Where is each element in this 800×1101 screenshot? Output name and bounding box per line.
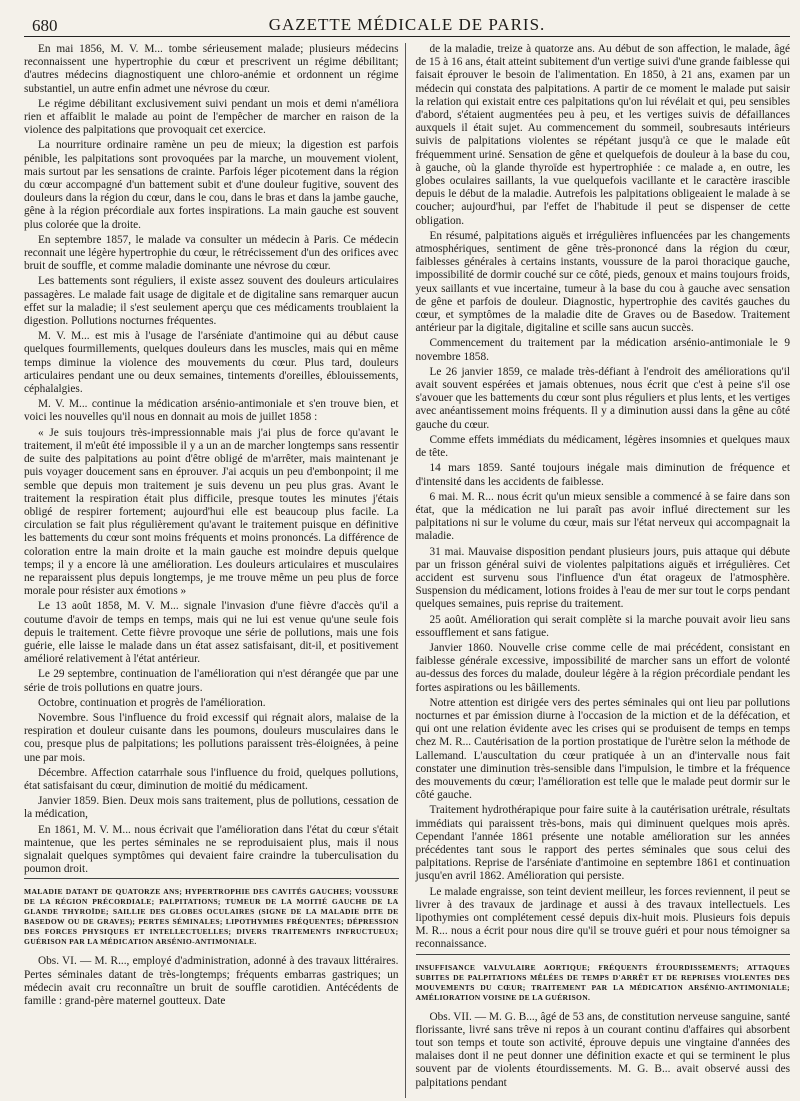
body-paragraph: Le régime débilitant exclusivement suivi pendant un mois et demi n'améliora rien et affaiblit le malade au point de l'empêcher de marcher en raison de la violence des palpitations que provoquait cet exercice. [24, 97, 399, 137]
body-paragraph: Le 26 janvier 1859, ce malade très-défiant à l'endroit des améliorations qu'il avait souvent espérées et jamais obtenues, nous écrit que c'est à peine s'il ose s'avouer que les battements du cœur sont plus réguliers et plus lents, et les vertiges avec anéantissement moins fréquents. Il y a diminution aussi dans la gêne au côté gauche du cœur. [415, 365, 790, 431]
body-paragraph: Comme effets immédiats du médicament, légères insomnies et quelques maux de tête. [415, 433, 790, 460]
body-paragraph: Notre attention est dirigée vers des pertes séminales qui ont lieu par pollutions nocturnes et par émission diurne à l'occasion de la miction et de la défécation, et qui ont une relation évidente avec les crises qui se produisent de temps en temps chez M. R... Cautérisation de la portion prostatique de l'urètre selon la méthode de Lallemand. L'auscultation du cœur pratiquée à un an d'intervalle nous fait constater une diminution très-sensible dans l'impulsion, le timbre et la fréquence des mouvements du cœur; l'amélioration est telle que le malade peut dormir sur le côté gauche. [415, 696, 790, 802]
body-paragraph: 25 août. Amélioration qui serait complète si la marche pouvait avoir lieu sans essoufflement et sans fatigue. [415, 613, 790, 639]
body-paragraph: Les battements sont réguliers, il existe assez souvent des douleurs articulaires passagères. Le malade fait usage de digitale et de digitaline sans remarquer aucun effet sur la maladie; il s'est seulement aperçu que ces médicaments troublaient la digestion. Pollutions nocturnes fréquentes. [24, 275, 399, 328]
body-paragraph: Traitement hydrothérapique pour faire suite à la cautérisation urétrale, résultats immédiats qui paraissent très-bons, mais qui diminuent quelques mois après. Cependant l'année 1861 présente une notable amélioration sur les années précédentes tant sous le rapport des pertes séminales que sous celui des palpitations. Reprise de l'arséniate d'antimoine en septembre 1861 et continuation jusqu'en avril 1862. Amélioration qui persiste. [415, 804, 790, 883]
body-paragraph: Octobre, continuation et progrès de l'amélioration. [38, 696, 266, 709]
body-paragraph: Janvier 1859. Bien. Deux mois sans traitement, plus de pollutions, cessation de la médication, [24, 795, 399, 821]
body-paragraph: En 1861, M. V. M... nous écrivait que l'amélioration dans l'état du cœur s'était maintenue, que les pertes séminales ne se reproduisaient plus, mais il nous signalait quelques symptômes qui devaient faire craindre la tuberculisation du poumon droit. [24, 823, 399, 876]
section-divider [24, 878, 399, 879]
body-paragraph: 31 mai. Mauvaise disposition pendant plusieurs jours, puis attaque qui débute par un frisson général suivi de violentes palpitations aiguës et irrégulières. Cet accident est survenu sous l'influence d'un état orageux de l'atmosphère. Suspension du médicament, lotions froides à l'eau de mer sur tout le corps pendant quelques semaines, puis reprise du traitement. [415, 545, 790, 611]
body-paragraph: Janvier 1860. Nouvelle crise comme celle de mai précédent, consistant en faiblesse générale excessive, impossibilité de marcher sans un effort de volonté au-dessus des forces du malade, douleur légère à la région précordiale pendant les fortes aspirations ou les bâillements. [415, 641, 790, 694]
body-paragraph: Commencement du traitement par la médication arsénio-antimoniale le 9 novembre 1858. [415, 337, 790, 363]
body-paragraph: La nourriture ordinaire ramène un peu de mieux; la digestion est parfois pénible, les palpitations sont provoquées par la marche, un mouvement violent, mais surtout par les sensations de crainte. Parfois léger picotement dans la région du cœur accompagné d'un battement subit et d'une douleur fugitive, souvent des douleurs dans la région du cœur, dans le cou, dans le bras et dans la jambe gauche, gêne à la région précordiale aux fortes inspirations. La main gauche est souvent plus colorée que la droite. [24, 139, 399, 231]
page-number: 680 [32, 16, 58, 35]
body-paragraph: 6 mai. M. R... nous écrit qu'un mieux sensible a commencé à se faire dans son état, que la médication ne lui paraît pas avoir influé directement sur les palpitations ni sur le volume du cœur, mais sur l'état nerveux qui accompagnait la maladie. [415, 490, 790, 543]
observation-paragraph: Obs. VI. — M. R..., employé d'administration, adonné à des travaux littéraires. Pertes séminales datant de très-longtemps; fréquents embarras gastriques; un médecin avait cru reconnaître un bruit de souffle carotidien. Antécédents de famille : grand-père maternel goutteux. Date [24, 955, 399, 1008]
body-paragraph: Le malade engraisse, son teint devient meilleur, les forces reviennent, il peut se livrer à des travaux de jardinage et aussi à des travaux intellectuels. Les lipothymies ont complétement cessé depuis dix-huit mois. Plusieurs fois depuis M. R... nous a écrit pour nous dire qu'il se trouve guéri et pour nous témoigner sa reconnaissance. [415, 885, 790, 951]
observation-paragraph: Obs. VII. — M. G. B..., âgé de 53 ans, de constitution nerveuse sanguine, santé florissante, livré sans trêve ni repos à un courant continu d'affaires qui absorbent tout son temps et toute son activité, éprouve depuis une vingtaine d'années des malaises dont il ne peut donner une définition exacte et qui se terminent le plus souvent par de violents étourdissements. M. G. B... avait observé aussi des palpitations pendant [415, 1010, 790, 1089]
case-summary: MALADIE DATANT DE QUATORZE ANS; HYPERTROPHIE DES CAVITÉS GAUCHES; VOUSSURE DE LA RÉGION PRÉCORDIALE; PALPITATIONS; TUMEUR DE LA MOITIÉ GAUCHE DE LA GLANDE THYROÏDE; SAILLIE DES GLOBES OCULAIRES (SIGNE DE LA MALADIE DITE DE BASEDOW OU DE GRAVES); PERTES SÉMINALES; LIPOTHYMIES FRÉQUENTES; DÉPRESSION DES FORCES PHYSIQUES ET INTELLECTUELLES; DIVERS TRAITEMENTS INFRUCTUEUX; GUÉRISON PAR LA MÉDICATION ARSÉNIO-ANTIMONIALE. [24, 887, 399, 947]
columns [24, 43, 790, 1098]
body-paragraph: Décembre. Affection catarrhale sous l'influence du froid, quelques pollutions, état satisfaisant du cœur, diminution de moitié du médicament. [24, 766, 399, 792]
journal-title: GAZETTE MÉDICALE DE PARIS. [268, 15, 546, 34]
case-summary: INSUFFISANCE VALVULAIRE AORTIQUE; FRÉQUENTS ÉTOURDISSEMENTS; ATTAQUES SUBITES DE PALPITATIONS MÊLÉES DE TEMPS D'ARRÊT ET DE REPRISES VIOLENTES DES MOUVEMENTS DU CŒUR; TRAITEMENT PAR LA MÉDICATION ARSÉNIO-ANTIMONIALE; AMÉLIORATION VOISINE DE LA GUÉRISON. [415, 962, 790, 1002]
body-paragraph: En septembre 1857, le malade va consulter un médecin à Paris. Ce médecin reconnait une légère hypertrophie du cœur, le rétrécissement d'un des orifices avec bruit de souffle, et comme maladie dominante une névrose du cœur. [24, 233, 399, 273]
body-paragraph: « Je suis toujours très-impressionnable mais j'ai plus de force qu'avant le traitement, il m'eût été impossible il y a un an de marcher longtemps sans ressentir de suite des palpitations au point d'être obligé de m'arrêter, mais maintenant je puis voyager doucement sans en éprouver. J'ai acquis un peu d'embonpoint; il me semble que depuis mon traitement je suis devenu un peu plus gras. Avant le traitement la respiration était plus difficile, presque toutes les minutes j'étais obligé de respirer fortement; aujourd'hui elle est beaucoup plus facile. La circulation se fait plus régulièrement qu'avant le traitement puisque en définitive les battements du cœur sont moins fréquents et moins prononcés. La différence de coloration entre la main droite et la main gauche est moindre depuis quelque temps; il y a encore là une amélioration. Les douleurs articulaires et musculaires ne reparaissent plus depuis longtemps, je me trouve même un peu plus de force morale pour résister aux émotions » [24, 426, 399, 598]
body-paragraph: En résumé, palpitations aiguës et irrégulières influencées par les changements atmosphériques, sentiment de gêne très-prononcé dans la région du cœur, faiblesses générales à certains instants, voussure de la paroi thoracique gauche, impossibilité de dormir couché sur ce côté, pieds, genoux et mains toujours froids, yeux saillants et vue incertaine, tumeur à la base du cou à gauche avec sensation de gêne et parfois de douleur. Diagnostic, hypertrophie des cavités gauches du cœur, et symptômes de la maladie dite de Graves ou de Basedow. Traitement antérieur par la digitale, digitaline et scille sans aucun succès. [415, 229, 790, 335]
body-paragraph: de la maladie, treize à quatorze ans. Au début de son affection, le malade, âgé de 15 à 16 ans, était atteint subitement d'un vertige suivi d'une grande faiblesse qui faisait éprouver le besoin de l'alimentation. En 1850, à 21 ans, examen par un médecin qui constata des palpitations. A partir de ce moment le malade put saisir la relation qui existait entre ces palpitations qu'on lui révélait et qui, peu sensibles d'abord, s'étaient augmentées peu à peu, et les vertiges suivis de défaillances auxquels il était sujet. Au commencement du sommeil, soubresauts intérieurs suivis de palpitations violentes se répétant jusqu'à ce que le malade eût fréquemment uriné. Sensation de gêne et quelquefois de douleur à la base du cou, à gauche, où la glande thyroïde est hypertrophiée : ce malade a, en outre, les globes oculaires saillants, la vue quelquefois vacillante et le caractère irascible depuis le début de la maladie. Autrefois les palpitations obligeaient le malade à se coucher; aujourd'hui, par l'effet de l'habitude il peut se dispenser de cette obligation. [415, 43, 790, 227]
page-header [24, 14, 790, 37]
body-paragraph: Le 29 septembre, continuation de l'amélioration qui n'est dérangée que par une série de trois pollutions en quatre jours. [24, 668, 399, 694]
body-paragraph: En mai 1856, M. V. M... tombe sérieusement malade; plusieurs médecins reconnaissent une hypertrophie du cœur et prescrivent un régime débilitant; d'autres médecins diagnostiquent une chloro-anémie et ordonnent un régime substantiel, un autre enfin admet une névrose du cœur. [24, 43, 399, 95]
left-column [24, 43, 406, 1098]
body-paragraph: 14 mars 1859. Santé toujours inégale mais diminution de fréquence et d'intensité dans les accidents de faiblesse. [415, 462, 790, 488]
body-paragraph: M. V. M... continue la médication arsénio-antimoniale et s'en trouve bien, et voici les nouvelles qu'il nous en donnait au mois de juillet 1858 : [24, 398, 399, 424]
right-column [414, 43, 791, 1098]
body-paragraph: M. V. M... est mis à l'usage de l'arséniate d'antimoine qui au début cause quelques fourmillements, quelques douleurs dans les muscles, mais qui en même temps diminue la violence des mouvements du cœur. Plus tard, douleurs articulaires pendant une ou deux semaines, tintements d'oreilles, éblouissements, céphalalgies. [24, 330, 399, 396]
section-divider [416, 954, 791, 955]
body-paragraph: Novembre. Sous l'influence du froid excessif qui régnait alors, malaise de la respiration et douleur cuisante dans les poumons, douleurs musculaires dans le cou, presque plus de palpitations; les pollutions paraissent très-éloignées, à peine une par mois. [24, 711, 399, 764]
body-paragraph: Le 13 août 1858, M. V. M... signale l'invasion d'une fièvre d'accès qu'il a coutume d'avoir de temps en temps, mais qui ne lui est venue qu'une seule fois depuis le traitement. Cette fièvre provoque une série de pollutions, mais une fois guérie, elle laisse le malade dans un état assez satisfaisant, dit-il, et positivement amélioré relativement à l'état antérieur. [24, 600, 399, 666]
